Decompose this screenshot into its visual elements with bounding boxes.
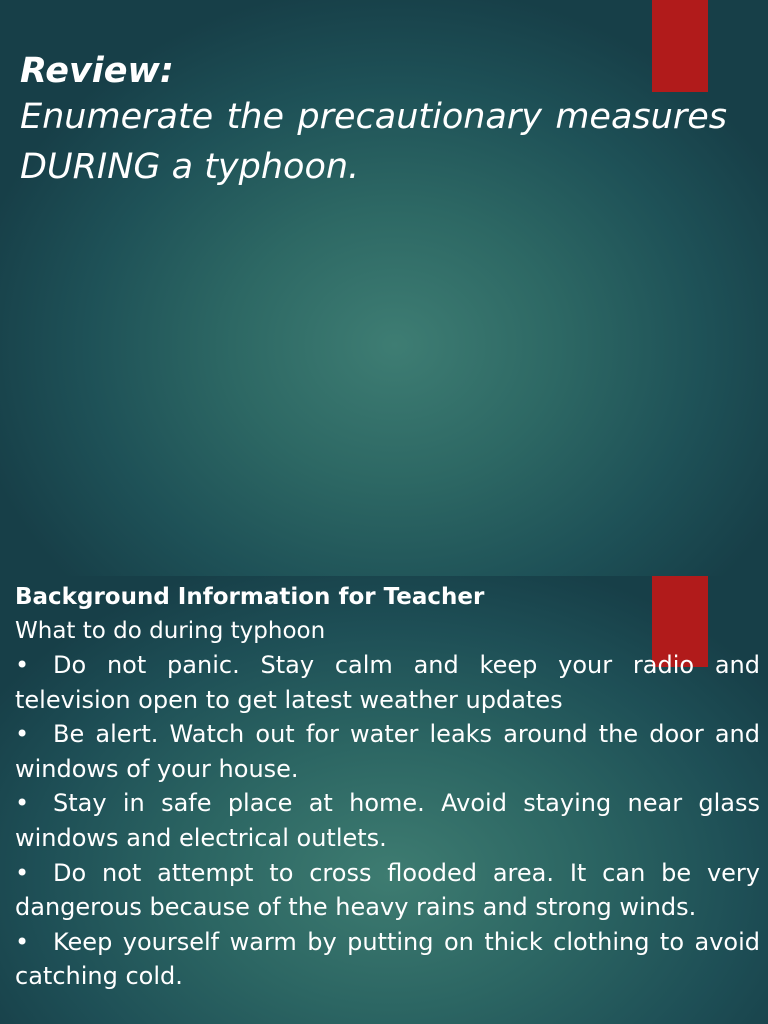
bullet-text: Keep yourself warm by putting on thick clothing to avoid catching cold. xyxy=(15,927,760,991)
bullet-text: Stay in safe place at home. Avoid staying near glass windows and electrical outlets. xyxy=(15,789,760,852)
bullet-item xyxy=(15,856,760,925)
bullet-text: Be alert. Watch out for water leaks around the door and windows of your house. xyxy=(15,720,760,783)
review-prompt: Enumerate the precautionary measures DURING a typhoon. xyxy=(20,97,727,187)
bullet-item xyxy=(15,786,760,855)
bullet-item xyxy=(15,925,760,994)
bullet-icon: • xyxy=(15,720,30,749)
bullet-icon: • xyxy=(15,858,30,887)
background-info-block xyxy=(15,580,760,994)
background-info-slide xyxy=(0,576,768,1024)
review-block xyxy=(20,50,727,192)
bullet-icon: • xyxy=(15,927,30,956)
bullet-text: Do not attempt to cross flooded area. It can be very dangerous because of the heavy rains and strong winds. xyxy=(15,858,760,922)
bullet-item xyxy=(15,717,760,786)
background-info-heading: Background Information for Teacher xyxy=(15,584,485,610)
background-info-subheading: What to do during typhoon xyxy=(15,618,326,644)
bullet-icon: • xyxy=(15,789,30,818)
review-title: Review: xyxy=(20,51,174,91)
bullet-icon: • xyxy=(15,651,30,679)
bullet-item xyxy=(15,648,760,717)
bullet-text: Do not panic. Stay calm and keep your radio and television open to get latest weather updates xyxy=(15,651,760,714)
